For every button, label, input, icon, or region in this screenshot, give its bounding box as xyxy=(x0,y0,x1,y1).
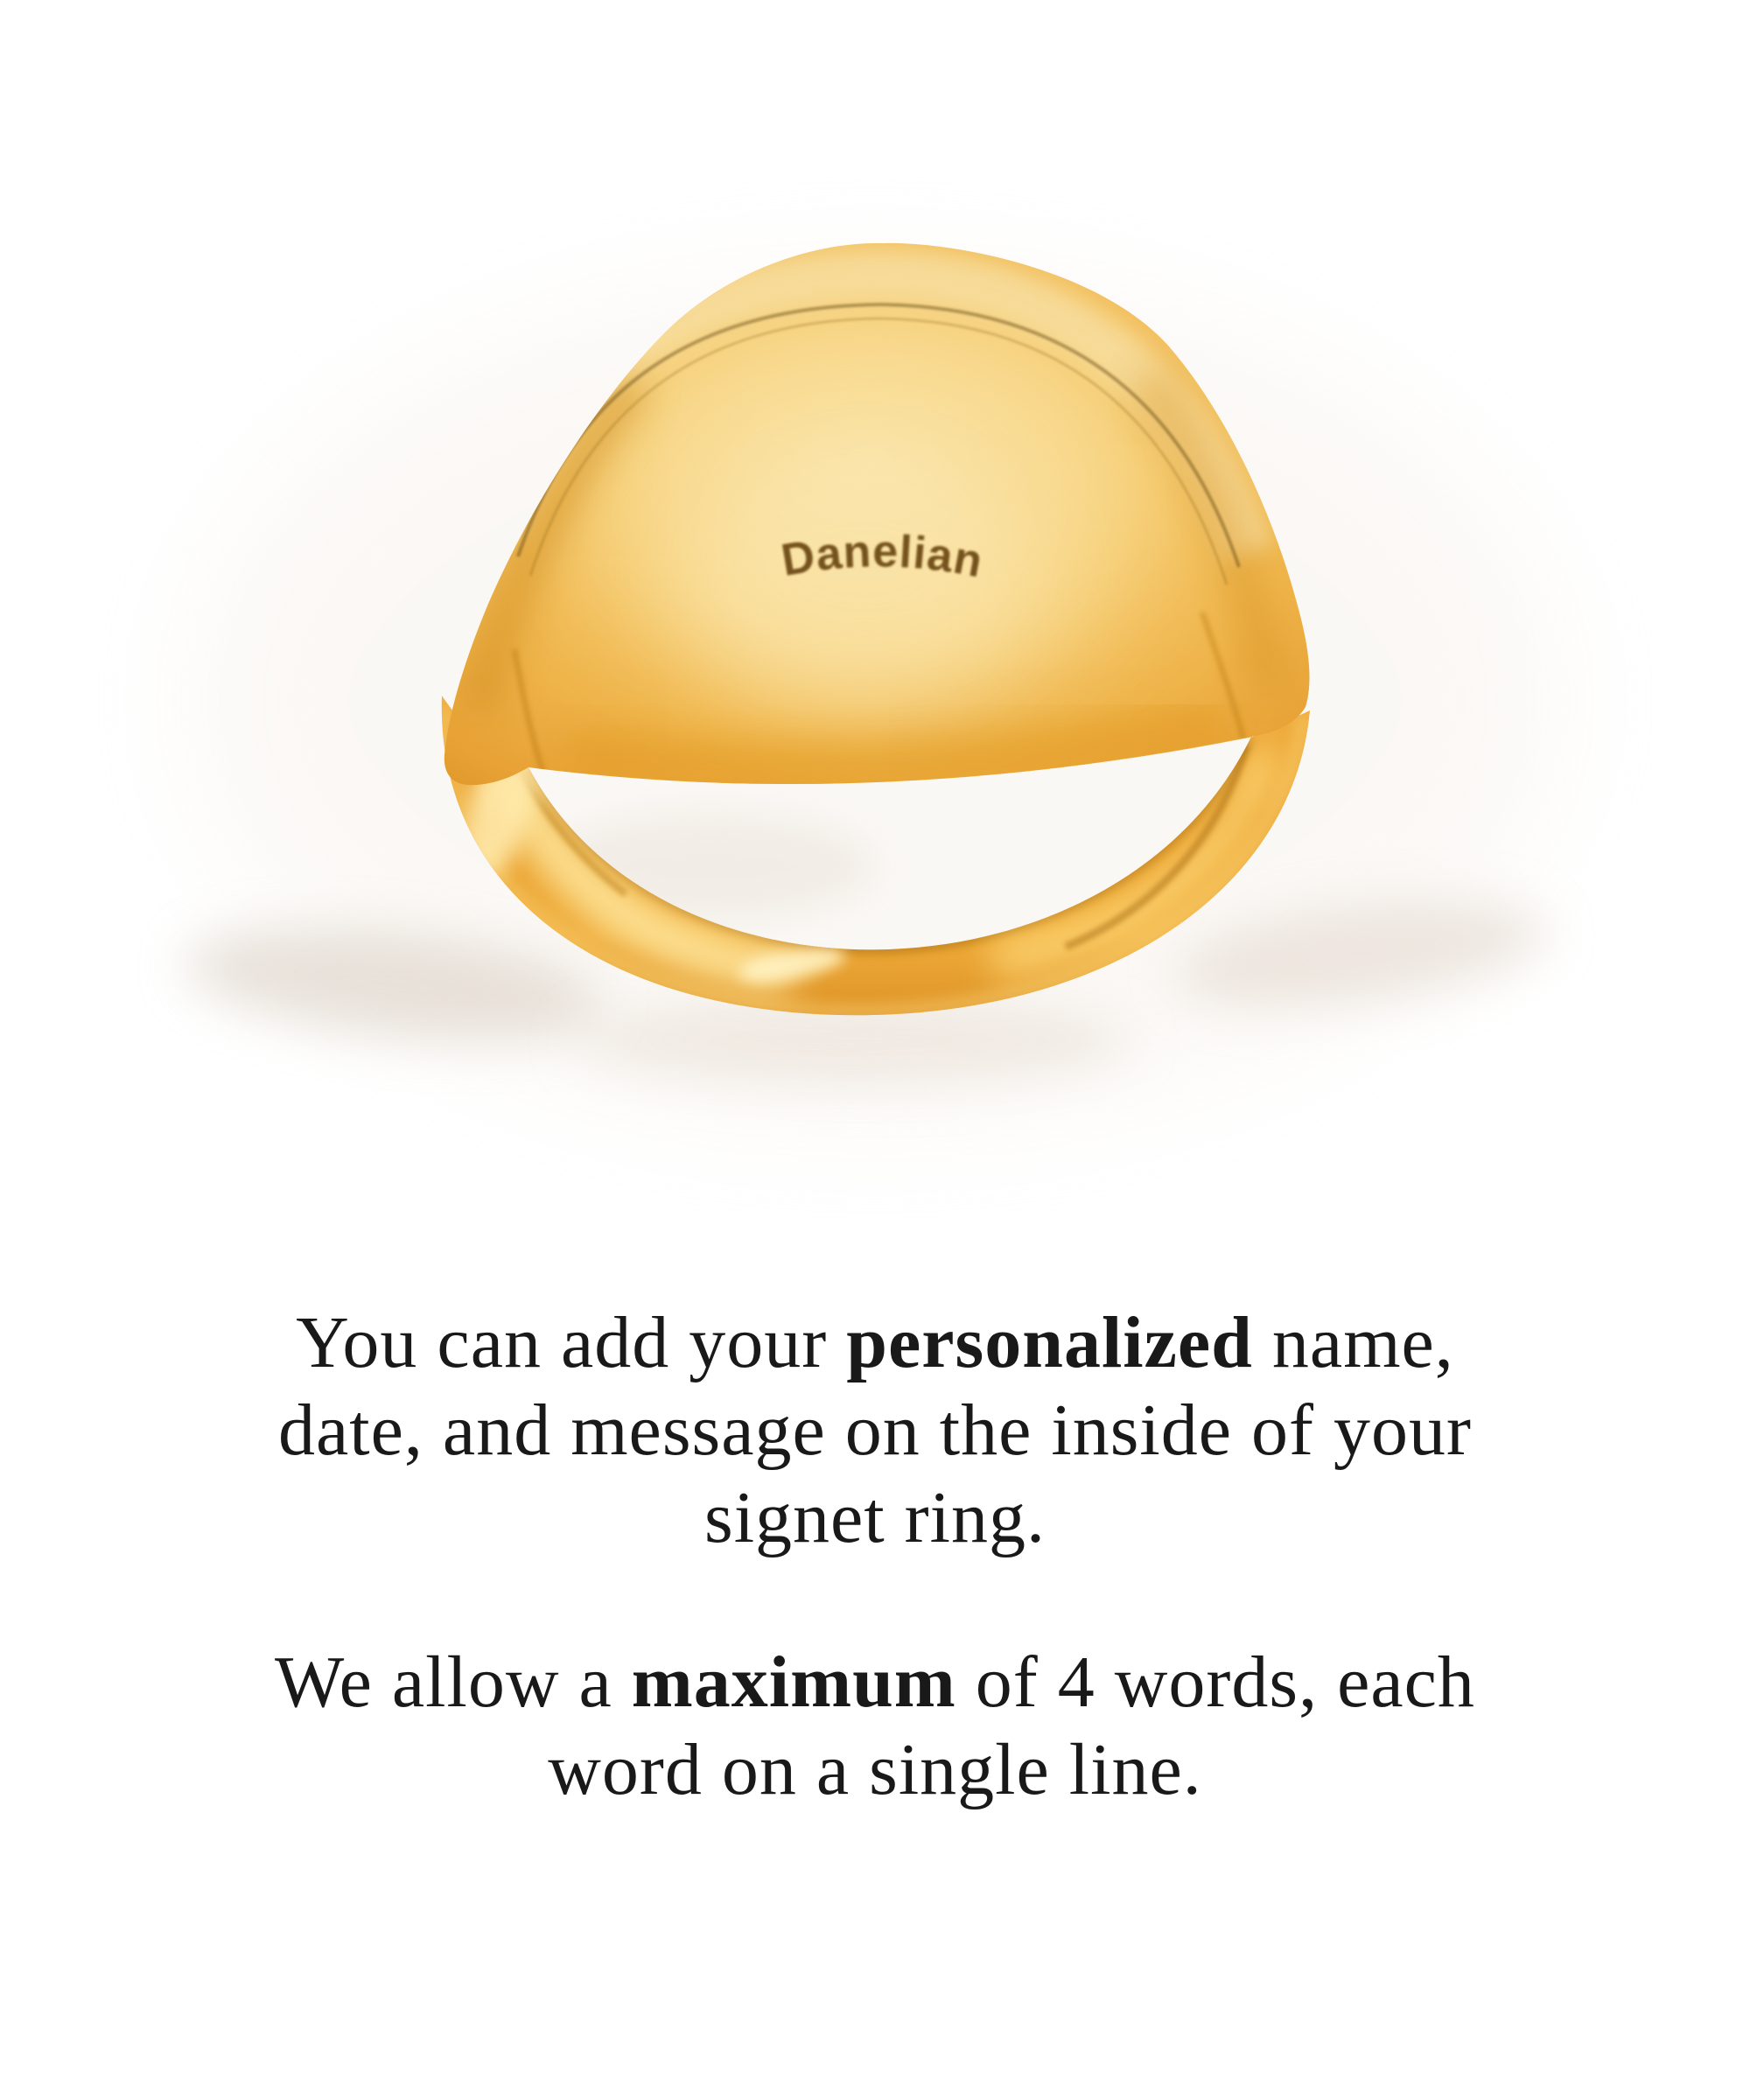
caption-paragraph-1 xyxy=(175,1299,1575,1562)
caption-line xyxy=(175,1639,1575,1726)
caption-line xyxy=(175,1299,1575,1387)
caption-line xyxy=(175,1387,1575,1474)
caption-text: signet ring. xyxy=(704,1477,1046,1558)
ring-engraving-text: Danelian xyxy=(777,526,988,588)
caption-bold-maximum: maximum xyxy=(631,1642,956,1723)
caption xyxy=(0,1299,1750,1814)
caption-line xyxy=(175,1726,1575,1814)
caption-paragraph-2 xyxy=(175,1639,1575,1814)
caption-bold-personalized: personalized xyxy=(846,1302,1253,1383)
caption-text: name, xyxy=(1252,1302,1454,1383)
caption-text: date, and message on the inside of your xyxy=(278,1390,1472,1471)
caption-text: You can add your xyxy=(296,1302,847,1383)
caption-text: We allow a xyxy=(275,1642,632,1723)
caption-line xyxy=(175,1474,1575,1562)
caption-text: word on a single line. xyxy=(548,1729,1202,1810)
caption-text: of 4 words, each xyxy=(956,1642,1475,1723)
